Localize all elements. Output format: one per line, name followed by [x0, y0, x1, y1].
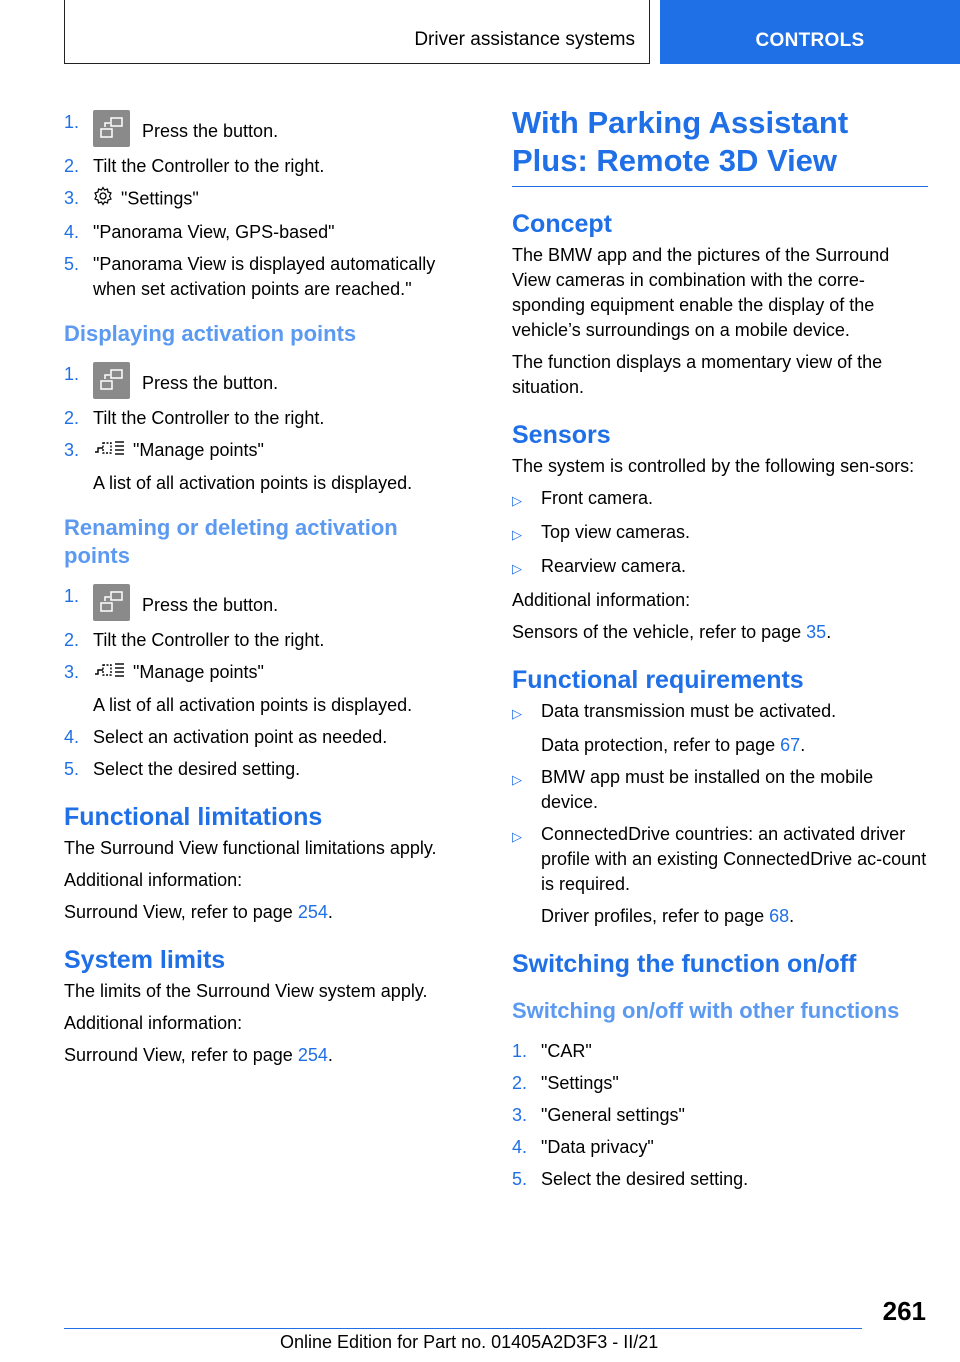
triangle-bullet-icon: ▷: [512, 527, 522, 542]
step-number: 3.: [64, 188, 80, 208]
bullet-item: [512, 699, 928, 726]
step-text: "CAR": [541, 1041, 592, 1061]
step-text: "Manage points": [133, 440, 264, 460]
step-text: "Manage points": [133, 661, 264, 682]
cross-reference: Sensors of the vehicle, refer to page 35.: [512, 622, 832, 642]
list-item: [512, 1167, 928, 1192]
bullet-text: ConnectedDrive countries: an activated driver profile with an existing ConnectedDrive ac-count is required.: [541, 824, 927, 894]
list-item: [512, 1135, 928, 1160]
heading-renaming-deleting: Renaming or deleting activation points: [64, 514, 398, 568]
step-text: Press the button.: [142, 373, 279, 393]
limitations-text: The Surround View functional limitations apply.: [64, 837, 437, 858]
step-text: Tilt the Controller to the right.: [93, 408, 325, 428]
list-item: [64, 110, 466, 147]
triangle-bullet-icon: ▷: [512, 706, 522, 721]
bullet-item: [512, 765, 928, 815]
step-text: "Panorama View, GPS-based": [93, 222, 335, 242]
page-link[interactable]: 68: [769, 906, 790, 926]
page-number: 261: [882, 1296, 926, 1326]
header-tab-controls[interactable]: [660, 0, 960, 64]
step-text: Tilt the Controller to the right.: [93, 156, 325, 176]
cross-reference: Surround View, refer to page 254.: [64, 901, 333, 922]
heading-functional-requirements: Functional requirements: [512, 666, 804, 694]
triangle-bullet-icon: ▷: [512, 493, 522, 508]
bullet-item: [512, 520, 928, 547]
step-text: Tilt the Controller to the right.: [93, 629, 325, 650]
heading-displaying-activation-points: Displaying activation points: [64, 321, 357, 346]
ref-text: Sensors of the vehicle, refer to page: [512, 622, 807, 642]
step-number: 2.: [64, 629, 80, 650]
cross-reference: Surround View, refer to page 254.: [64, 1044, 333, 1065]
step-number: 1.: [64, 364, 80, 384]
ref-text: Data protection, refer to page: [541, 735, 781, 755]
sensors-intro: The system is controlled by the following sen-sors:: [512, 456, 915, 476]
step-number: 2.: [64, 156, 80, 176]
bullet-text: BMW app must be installed on the mobile device.: [541, 767, 874, 812]
list-item: [64, 220, 466, 245]
parking-camera-button-icon: [93, 110, 130, 147]
step-number: 4.: [64, 222, 80, 242]
header-section-title: [64, 0, 650, 64]
gear-icon: [93, 186, 113, 213]
bullet-text: Data transmission must be activated.: [541, 701, 837, 721]
right-column: [512, 104, 928, 1199]
bullet-text: Rearview camera.: [541, 556, 687, 576]
heading-system-limits: System limits: [64, 945, 226, 974]
manage-points-icon: [93, 439, 125, 464]
step-number: 4.: [64, 726, 80, 747]
list-item: [64, 725, 466, 750]
section-label: Driver assistance systems: [414, 29, 635, 50]
system-limits-text: The limits of the Surround View system apply.: [64, 980, 428, 1001]
additional-info-label: Additional information:: [64, 869, 243, 890]
list-item: [64, 584, 466, 621]
step-number: 5.: [512, 1169, 528, 1189]
list-item: [64, 757, 466, 782]
parking-camera-button-icon: [93, 584, 130, 621]
step-text: "Panorama View is displayed automatically when set activation points are reached.": [93, 254, 436, 299]
step-number: 2.: [512, 1073, 528, 1093]
list-item: [64, 438, 466, 464]
section-title: With Parking Assistant Plus: Remote 3D View: [512, 104, 928, 187]
ref-text: Driver profiles, refer to page: [541, 906, 770, 926]
heading-functional-limitations: Functional limitations: [64, 802, 323, 831]
step-text: "Settings": [541, 1073, 619, 1093]
page-link[interactable]: 254: [297, 901, 328, 922]
list-item: [64, 406, 466, 431]
tab-label: CONTROLS: [755, 30, 865, 51]
bullet-item: [512, 486, 928, 513]
bullet-item: [512, 822, 928, 897]
step-number: 4.: [512, 1137, 528, 1157]
heading-sensors: Sensors: [512, 421, 611, 449]
parking-camera-button-icon: [93, 362, 130, 399]
list-item: [64, 660, 466, 686]
step-number: 1.: [512, 1041, 528, 1061]
step-text: "Data privacy": [541, 1137, 654, 1157]
step-note: A list of all activation points is displayed.: [93, 472, 413, 493]
step-text: Select the desired setting.: [541, 1169, 749, 1189]
step-number: 5.: [64, 254, 80, 274]
step-number: 1.: [64, 112, 80, 132]
footer-divider: [64, 1328, 862, 1329]
bullet-text: Top view cameras.: [541, 522, 691, 542]
list-item: [64, 362, 466, 399]
list-item: [64, 628, 466, 653]
ref-text: Surround View, refer to page: [64, 1044, 298, 1065]
list-item: [64, 186, 466, 213]
triangle-bullet-icon: ▷: [512, 772, 522, 787]
additional-info-label: Additional information:: [64, 1012, 243, 1033]
edition-label: Online Edition for Part no. 01405A2D3F3 - II/21: [280, 1332, 659, 1352]
list-item: [512, 1103, 928, 1128]
list-item: [64, 154, 466, 179]
triangle-bullet-icon: ▷: [512, 561, 522, 576]
cross-reference: Driver profiles, refer to page 68.: [541, 906, 795, 926]
concept-paragraph: The function displays a momentary view of the situation.: [512, 352, 883, 397]
page-link[interactable]: 35: [806, 622, 827, 642]
step-note: A list of all activation points is displayed.: [93, 694, 413, 715]
step-text: "Settings": [121, 188, 199, 209]
step-text: "General settings": [541, 1105, 685, 1125]
page-link[interactable]: 67: [780, 735, 801, 755]
list-item: [512, 1039, 928, 1064]
heading-switching-other-functions: Switching on/off with other functions: [512, 998, 900, 1023]
step-number: 3.: [512, 1105, 528, 1125]
step-text: Select an activation point as needed.: [93, 726, 388, 747]
step-number: 5.: [64, 758, 80, 779]
page-link[interactable]: 254: [297, 1044, 328, 1065]
bullet-item: [512, 554, 928, 581]
cross-reference: Data protection, refer to page 67.: [541, 735, 806, 755]
step-number: 2.: [64, 408, 80, 428]
left-column: [64, 110, 466, 1075]
step-number: 3.: [64, 440, 80, 460]
heading-switching-function: Switching the function on/off: [512, 950, 857, 978]
concept-paragraph: The BMW app and the pictures of the Surround View cameras in combination with the corre-sponding equipment enable the display of the vehicle’s surroundings on a mobile device.: [512, 245, 890, 340]
ref-text: Surround View, refer to page: [64, 901, 298, 922]
manage-points-icon: [93, 661, 125, 686]
triangle-bullet-icon: ▷: [512, 829, 522, 844]
heading-concept: Concept: [512, 210, 612, 238]
step-text: Press the button.: [142, 594, 279, 615]
step-number: 1.: [64, 585, 80, 606]
step-text: Press the button.: [142, 121, 279, 141]
bullet-text: Front camera.: [541, 488, 654, 508]
step-number: 3.: [64, 661, 80, 682]
list-item: [512, 1071, 928, 1096]
step-text: Select the desired setting.: [93, 758, 301, 779]
additional-info-label: Additional information:: [512, 590, 691, 610]
list-item: [64, 252, 466, 302]
